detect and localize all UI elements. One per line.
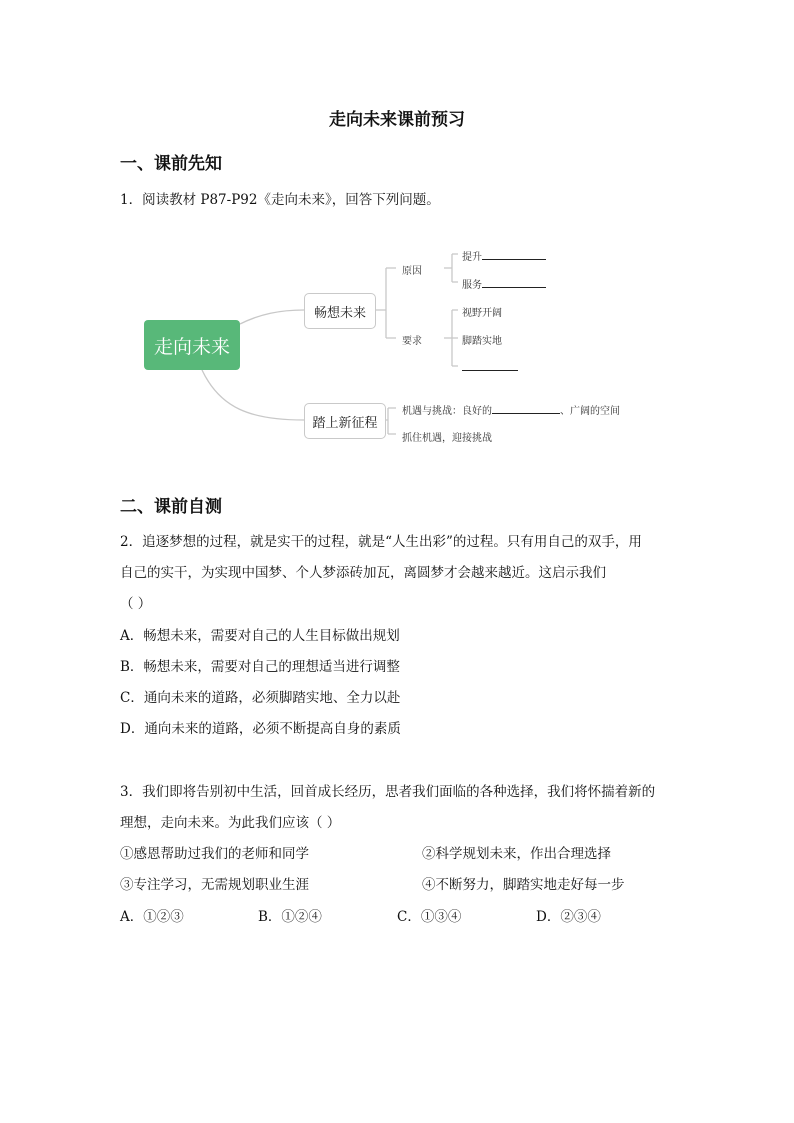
question-3-option-c: C．①③④	[397, 909, 462, 925]
question-3-option-b: B．①②④	[258, 909, 322, 925]
mind-map-root: 走向未来	[144, 320, 240, 370]
question-2-line-2: 自己的实干，为实现中国梦、个人梦添砖加瓦，离圆梦才会越来越近。这启示我们	[120, 565, 606, 581]
question-3-line-2: 理想，走向未来。为此我们应该（ ）	[120, 815, 341, 831]
mind-map-reason-item-2: 服务	[462, 276, 546, 291]
question-3-statement-4: ④不断努力，脚踏实地走好每一步	[422, 877, 625, 893]
question-2-option-d: D．通向未来的道路，必须不断提高自身的素质	[120, 721, 401, 737]
mind-map-reason-label: 原因	[402, 266, 422, 277]
question-2-option-b: B．畅想未来，需要对自己的理想适当进行调整	[120, 659, 400, 675]
mind-map-branch-envision: 畅想未来	[304, 293, 376, 329]
question-3-statement-1: ①感恩帮助过我们的老师和同学	[120, 846, 309, 862]
mind-map-requirement-label: 要求	[402, 336, 422, 347]
mind-map-opportunity-item: 机遇与挑战：良好的 、广阔的空间	[402, 402, 620, 417]
question-2-option-a: A．畅想未来，需要对自己的人生目标做出规划	[120, 628, 400, 644]
question-2-line-3: （ ）	[120, 596, 152, 612]
mind-map-requirement-item-1: 视野开阔	[462, 308, 502, 319]
mind-map-requirement-item-2: 脚踏实地	[462, 336, 502, 347]
mind-map	[140, 238, 680, 450]
page-title: 走向未来课前预习	[329, 110, 465, 130]
mind-map-seize-item: 抓住机遇，迎接挑战	[402, 433, 492, 444]
question-3-line-1: 3．我们即将告别初中生活，回首成长经历，思者我们面临的各种选择，我们将怀揣着新的	[120, 784, 656, 800]
question-1: 1．阅读教材 P87-P92《走向未来》，回答下列问题。	[120, 192, 440, 208]
question-2-option-c: C．通向未来的道路，必须脚踏实地、全力以赴	[120, 690, 401, 706]
question-3-option-d: D．②③④	[536, 909, 601, 925]
question-3-statement-2: ②科学规划未来，作出合理选择	[422, 846, 611, 862]
section-heading-selftest: 二、课前自测	[120, 497, 222, 517]
mind-map-reason-item-1: 提升	[462, 248, 546, 263]
question-3-option-a: A．①②③	[120, 909, 184, 925]
section-heading-preview: 一、课前先知	[120, 154, 222, 174]
mind-map-requirement-item-3	[462, 360, 518, 374]
question-2-line-1: 2．追逐梦想的过程，就是实干的过程，就是“人生出彩”的过程。只有用自己的双手，用	[120, 534, 642, 550]
mind-map-branch-new-journey: 踏上新征程	[304, 403, 386, 439]
question-3-statement-3: ③专注学习，无需规划职业生涯	[120, 877, 309, 893]
